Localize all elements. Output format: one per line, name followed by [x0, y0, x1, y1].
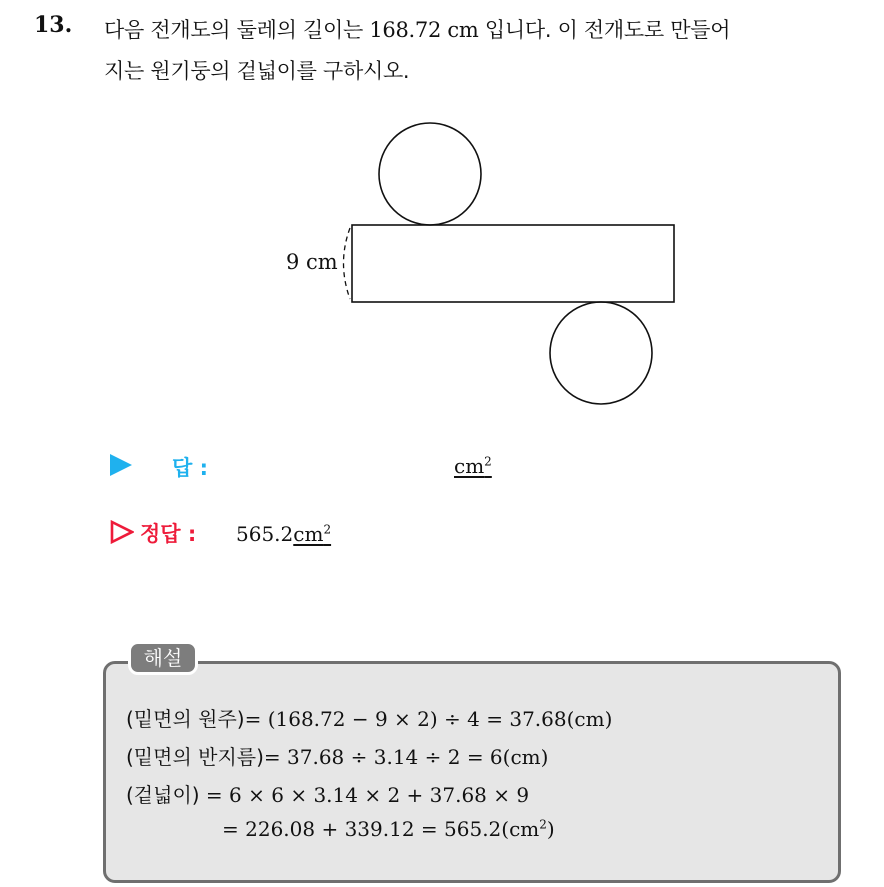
top-base-circle: [379, 123, 481, 225]
correct-unit-text: cm: [293, 522, 324, 546]
question-text-line2: 지는 원기둥의 겉넓이를 구하시오.: [104, 59, 410, 83]
solution-line-2-expr: = 37.68 ÷ 3.14 ÷ 2 = 6(cm): [263, 745, 549, 769]
cylinder-net-figure: [0, 0, 884, 440]
height-label: 9 cm: [286, 250, 338, 274]
solution-line-4-close: ): [546, 817, 555, 841]
solution-line-3-expr: = 6 × 6 × 3.14 × 2 + 37.68 × 9: [199, 783, 530, 807]
answer-blank-unit[interactable]: [454, 454, 492, 478]
question-text-part2: 입니다. 이 전개도로 만들어: [478, 18, 731, 42]
solution-tag: 해설: [128, 641, 198, 675]
question-number: 13.: [34, 12, 73, 38]
lateral-rectangle: [352, 225, 674, 302]
height-brace: [344, 228, 351, 299]
correct-value-unit: [293, 522, 331, 546]
question-text-part1: 다음 전개도의 둘레의 길이는: [104, 18, 370, 42]
correct-answer-value: [236, 522, 331, 546]
solution-box: [103, 661, 841, 883]
solution-line-2-term: (밑면의 반지름): [126, 745, 264, 769]
solution-line-3: [126, 779, 529, 808]
solution-line-3-term: (겉넓이): [126, 783, 200, 807]
correct-value-number: 565.2: [236, 522, 294, 546]
answer-label: 답 :: [172, 456, 208, 480]
perimeter-value: 168.72 cm: [369, 18, 479, 42]
solution-line-1-term: (밑면의 원주): [126, 707, 245, 731]
solution-line-4-expr: = 226.08 + 339.12 = 565.2(cm: [222, 817, 540, 841]
solution-line-1: [126, 703, 612, 732]
correct-unit-exponent: 2: [323, 522, 332, 537]
play-triangle-icon: [110, 454, 132, 476]
bottom-base-circle: [550, 302, 652, 404]
answer-unit-exponent: 2: [484, 454, 492, 469]
solution-line-4: [222, 817, 555, 841]
answer-unit-text: cm: [454, 454, 485, 478]
solution-line-1-expr: = (168.72 − 9 × 2) ÷ 4 = 37.68(cm): [244, 707, 613, 731]
correct-answer-label: 정답 :: [140, 522, 197, 546]
solution-line-2: [126, 741, 548, 770]
solution-line-4-exponent: 2: [539, 817, 547, 832]
outline-triangle-icon: [110, 520, 134, 544]
